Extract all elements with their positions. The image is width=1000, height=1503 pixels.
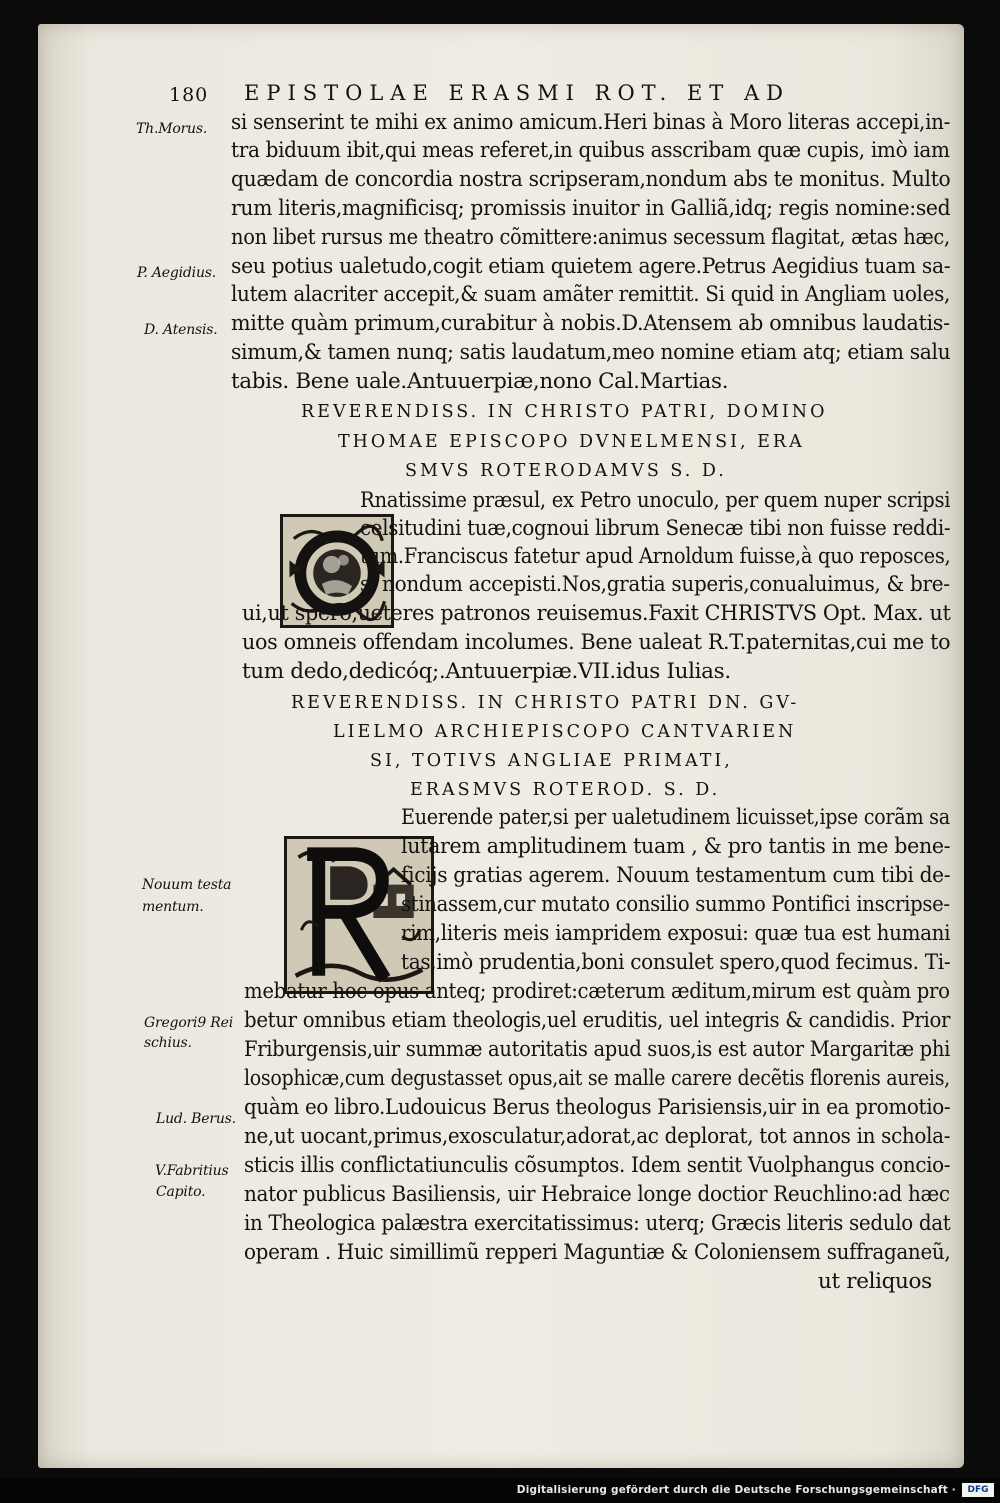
marginal-note: mentum. (142, 899, 204, 915)
text-line: Rnatissime præsul, ex Petro unoculo, per quem nuper scripsi (360, 488, 951, 513)
funding-notice: Digitalisierung gefördert durch die Deutsche Forschungsgemeinschaft · (516, 1484, 956, 1496)
text-line: tra biduum ibit,qui meas referet,in quibus asscribam quæ cupis, imò iam (231, 138, 950, 163)
text-line: tabis. Bene uale.Antuuerpiæ,nono Cal.Martias. (231, 369, 729, 394)
text-line: lutem alacriter accepit,& suam amãter remittit. Si quid in Angliam uoles, (231, 282, 951, 307)
marginal-note: Th.Morus. (136, 121, 208, 137)
marginal-note: Capito. (156, 1184, 206, 1200)
text-line: ne,ut uocant,primus,exosculatur,adorat,ac deplorat, tot annos in schola- (244, 1124, 951, 1149)
text-line: uos omneis offendam incolumes. Bene ualeat R.T.paternitas,cui me to (242, 630, 951, 655)
marginal-note: Lud. Berus. (156, 1111, 236, 1127)
text-line: nator publicus Basiliensis, uir Hebraice longe doctior Reuchlino:ad hæc (244, 1182, 950, 1207)
text-line: Friburgensis,uir summæ autoritatis apud suos,is est autor Margaritæ phi (244, 1037, 951, 1062)
catchword: ut reliquos (818, 1269, 932, 1294)
marginal-note: Gregori9 Rei (144, 1015, 233, 1031)
text-line: celsitudini tuæ,cognoui librum Senecæ tibi non fuisse reddi- (360, 516, 951, 541)
letter-heading: REVERENDISS. IN CHRISTO PATRI, DOMINO (301, 402, 828, 422)
text-line: Euerende pater,si per ualetudinem licuisset,ipse corãm sa (401, 805, 950, 830)
footer-bar (0, 1478, 1000, 1503)
text-line: simum,& tamen nunq; satis laudatum,meo nomine etiam atq; etiam salu (231, 340, 951, 365)
text-line: quædam de concordia nostra scripseram,nondum abs te monitus. Multo (231, 167, 951, 192)
marginal-note: D. Atensis. (144, 322, 218, 338)
letter-heading: THOMAE EPISCOPO DVNELMENSI, ERA (338, 432, 805, 452)
letter-heading: LIELMO ARCHIEPISCOPO CANTVARIEN (333, 722, 797, 742)
text-line: quàm eo libro.Ludouicus Berus theologus Parisiensis,uir in ea promotio- (244, 1095, 951, 1120)
text-line: tum dedo,dedicóq;.Antuuerpiæ.VII.idus Iulias. (242, 659, 731, 684)
text-line: sticis illis conflictatiunculis cõsumptos. Idem sentit Vuolphangus concio- (244, 1153, 951, 1178)
text-line: in Theologica palæstra exercitatissimus: uterq; Græcis literis sedulo dat (244, 1211, 951, 1236)
text-line: non libet rursus me theatro cõmittere:animus secessum flagitat, ætas hæc, (231, 225, 950, 250)
text-line: lutarem amplitudinem tuam , & pro tantis in me bene- (401, 834, 951, 859)
marginal-note: Nouum testa (142, 877, 232, 893)
letter-heading: SI, TOTIVS ANGLIAE PRIMATI, (370, 751, 733, 771)
text-line: mebatur hoc opus anteq; prodiret:cæterum æditum,mirum est quàm pro (244, 979, 950, 1004)
book-page (38, 24, 964, 1468)
text-line: operam . Huic simillimũ repperi Maguntiæ & Coloniensem suffraganeũ, (244, 1240, 951, 1265)
letter-heading: SMVS ROTERODAMVS S. D. (405, 461, 727, 481)
running-title: EPISTOLAE ERASMI ROT. ET AD (244, 81, 790, 105)
text-line: betur omnibus etiam theologis,uel eruditis, uel integris & candidis. Prior (244, 1008, 951, 1033)
text-line: losophicæ,cum degustasset opus,ait se malle carere decẽtis florenis aureis, (244, 1066, 950, 1091)
text-line: ui,ut spero,ueteres patronos reuisemus.Faxit CHRISTVS Opt. Max. ut (242, 601, 951, 626)
folio-number: 180 (169, 84, 209, 106)
text-line: mitte quàm primum,curabitur à nobis.D.Atensem ab omnibus laudatis- (231, 311, 950, 336)
text-line: rum literis,magnificisq; promissis inuitor in Galliã,idq; regis nomine:sed (231, 196, 951, 221)
letter-heading: ERASMVS ROTEROD. S. D. (410, 780, 721, 800)
text-line: rim,literis meis iampridem exposui: quæ tua est humani (401, 921, 951, 946)
marginal-note: P. Aegidius. (137, 265, 217, 281)
text-line: si senserint te mihi ex animo amicum.Heri binas à Moro literas accepi,in- (231, 110, 951, 135)
text-line: tas,imò prudentia,boni consulet spero,quod fecimus. Ti- (401, 950, 951, 975)
text-line: ficijs gratias agerem. Nouum testamentum cum tibi de- (401, 863, 951, 888)
text-line: seu potius ualetudo,cogit etiam quietem agere.Petrus Aegidius tuam sa- (231, 254, 951, 279)
text-line: si nondum accepisti.Nos,gratia superis,conualuimus, & bre- (360, 572, 950, 597)
dfg-logo[interactable]: DFG (962, 1483, 994, 1497)
marginal-note: V.Fabritius (155, 1163, 229, 1179)
text-line: tum.Franciscus fatetur apud Arnoldum fuisse,à quo reposces, (360, 544, 951, 569)
letter-heading: REVERENDISS. IN CHRISTO PATRI DN. GV- (291, 693, 800, 713)
text-line: stinassem,cur mutato consilio summo Pontifici inscripse- (401, 892, 950, 917)
marginal-note: schius. (144, 1035, 192, 1051)
